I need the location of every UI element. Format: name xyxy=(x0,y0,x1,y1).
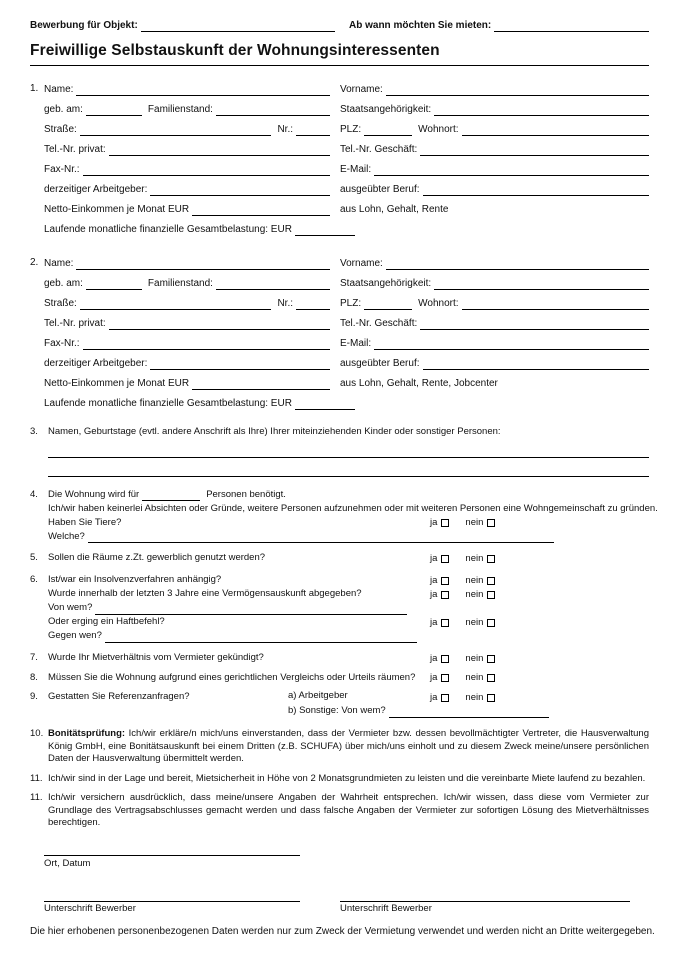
q10-lead: Bonitätsprüfung: xyxy=(48,727,126,739)
q5-text: Sollen die Räume z.Zt. gewerblich genutzt werden? xyxy=(48,552,266,564)
wohnort-label: Wohnort: xyxy=(418,124,459,135)
person-1-number: 1. xyxy=(30,83,39,94)
p1-netto-input[interactable] xyxy=(192,204,330,216)
signature-2-input[interactable] xyxy=(340,890,630,902)
q8-text: Müssen Sie die Wohnung aufgrund eines gerichtlichen Vergleichs oder Urteils räumen? xyxy=(48,671,416,683)
p1-wohnort-input[interactable] xyxy=(462,124,649,136)
nein-label: nein xyxy=(465,553,484,565)
plz-label: PLZ: xyxy=(340,124,362,135)
q6-warrant-row xyxy=(30,616,649,629)
question-11a xyxy=(30,773,649,786)
nr-label: Nr.: xyxy=(277,298,293,309)
q3-answer-line-1[interactable] xyxy=(48,446,649,458)
q5-janein xyxy=(430,554,495,564)
ja-label: ja xyxy=(430,616,438,628)
q6-gegen-wen-input[interactable] xyxy=(105,631,417,643)
q11a-number: 11. xyxy=(30,772,43,784)
q10-paragraph xyxy=(48,728,649,766)
p1-vorname-input[interactable] xyxy=(386,84,649,96)
p2-gesamtbelastung-input[interactable] xyxy=(295,398,355,410)
ja-label: ja xyxy=(430,517,438,529)
p1-row-employer xyxy=(44,176,649,196)
beruf-label: ausgeübter Beruf: xyxy=(340,358,420,369)
p2-staatsangehoerigkeit-input[interactable] xyxy=(434,278,649,290)
q6-warrant-text: Oder erging ein Haftbefehl? xyxy=(48,616,165,628)
tel-privat-label: Tel.-Nr. privat: xyxy=(44,318,106,329)
signature-applicants xyxy=(30,890,649,916)
ja-label: ja xyxy=(430,553,438,565)
ja-label: ja xyxy=(430,672,438,684)
q5-number: 5. xyxy=(30,552,38,564)
q4-pets-label: Haben Sie Tiere? xyxy=(48,516,122,528)
p2-tel-privat-input[interactable] xyxy=(109,318,330,330)
nein-label: nein xyxy=(465,691,484,703)
p1-row-burden xyxy=(44,216,649,236)
fax-label: Fax-Nr.: xyxy=(44,164,80,175)
question-7 xyxy=(30,652,649,665)
object-input[interactable] xyxy=(141,20,335,32)
nein-label: nein xyxy=(465,574,484,586)
question-11b xyxy=(30,792,649,830)
p1-strasse-input[interactable] xyxy=(80,124,272,136)
question-6 xyxy=(30,574,649,587)
q3-answer-line-2[interactable] xyxy=(48,465,649,477)
q9-ja-checkbox[interactable] xyxy=(441,694,449,702)
q8-janein xyxy=(430,673,495,683)
q6-von-wem-input[interactable] xyxy=(95,603,407,615)
q4-needed-pre: Die Wohnung wird für xyxy=(48,488,140,500)
arbeitgeber-label: derzeitiger Arbeitgeber: xyxy=(44,358,148,369)
nein-label: nein xyxy=(465,517,484,529)
question-9 xyxy=(30,691,649,704)
person-1-section xyxy=(30,76,649,236)
p2-familienstand-input[interactable] xyxy=(216,278,330,290)
p1-row-phone xyxy=(44,136,649,156)
q7-ja-checkbox[interactable] xyxy=(441,655,449,663)
q7-text: Wurde Ihr Mietverhältnis vom Vermieter gekündigt? xyxy=(48,652,264,664)
page-title: Freiwillige Selbstauskunft der Wohnungsinteressenten xyxy=(30,42,440,59)
p2-name-input[interactable] xyxy=(76,258,330,270)
q4-which-label: Welche? xyxy=(48,530,85,542)
q9-text: Gestatten Sie Referenzanfragen? xyxy=(48,691,190,703)
p1-beruf-input[interactable] xyxy=(423,184,650,196)
p1-row-income xyxy=(44,196,649,216)
staatsangehoerigkeit-label: Staatsangehörigkeit: xyxy=(340,104,432,115)
q6-warrant-ja-checkbox[interactable] xyxy=(441,619,449,627)
plz-label: PLZ: xyxy=(340,298,362,309)
p1-name-input[interactable] xyxy=(76,84,330,96)
q4-pets-janein xyxy=(430,518,495,528)
question-10 xyxy=(30,728,649,766)
p1-plz-input[interactable] xyxy=(364,124,412,136)
p2-row-income xyxy=(44,370,649,390)
signature-2-label: Unterschrift Bewerber xyxy=(340,903,432,915)
q6-insolvency-ja-checkbox[interactable] xyxy=(441,577,449,585)
q5-ja-checkbox[interactable] xyxy=(441,555,449,563)
p2-row-address xyxy=(44,290,649,310)
p2-nr-input[interactable] xyxy=(296,298,330,310)
q3-text: Namen, Geburtstage (evtl. andere Anschrift als Ihre) Ihrer miteinziehenden Kinder oder sonstiger Personen: xyxy=(48,426,501,437)
p2-row-name xyxy=(44,250,649,270)
familienstand-label: Familienstand: xyxy=(147,104,213,115)
question-5 xyxy=(30,552,649,565)
p2-row-employer xyxy=(44,350,649,370)
q6-gegen-wen-row xyxy=(30,630,649,643)
strasse-label: Straße: xyxy=(44,124,77,135)
p2-netto-input[interactable] xyxy=(192,378,330,390)
q6-asset-text: Wurde innerhalb der letzten 3 Jahre eine Vermögensauskunft abgegeben? xyxy=(48,588,362,600)
q6-asset-nein-checkbox[interactable] xyxy=(487,591,495,599)
strasse-label: Straße: xyxy=(44,298,77,309)
question-3 xyxy=(30,426,649,439)
wohnort-label: Wohnort: xyxy=(418,298,459,309)
p1-row-name xyxy=(44,76,649,96)
q8-nein-checkbox[interactable] xyxy=(487,674,495,682)
q4-needed-post: Personen benötigt. xyxy=(206,488,286,500)
signature-1-input[interactable] xyxy=(44,890,300,902)
q9-nein-checkbox[interactable] xyxy=(487,694,495,702)
rent-from-label: Ab wann möchten Sie mieten: xyxy=(349,20,492,31)
p2-income-source-label: aus Lohn, Gehalt, Rente, Jobcenter xyxy=(340,378,498,389)
q4-pets-nein-checkbox[interactable] xyxy=(487,519,495,527)
nein-label: nein xyxy=(465,616,484,628)
name-label: Name: xyxy=(44,258,74,269)
q11b-number: 11. xyxy=(30,792,43,804)
email-label: E-Mail: xyxy=(340,164,372,175)
arbeitgeber-label: derzeitiger Arbeitgeber: xyxy=(44,184,148,195)
q6-asset-janein xyxy=(430,590,495,600)
q4-pets-ja-checkbox[interactable] xyxy=(441,519,449,527)
q6-insolvency-nein-checkbox[interactable] xyxy=(487,577,495,585)
geb-am-label: geb. am: xyxy=(44,278,83,289)
gesamtbelastung-label: Laufende monatliche finanzielle Gesamtbelastung: EUR xyxy=(44,224,292,235)
q6-number: 6. xyxy=(30,574,38,586)
q4-which-row xyxy=(30,531,649,544)
netto-einkommen-label: Netto-Einkommen je Monat EUR xyxy=(44,204,190,215)
p1-geb-am-input[interactable] xyxy=(86,104,142,116)
p2-strasse-input[interactable] xyxy=(80,298,272,310)
p1-tel-privat-input[interactable] xyxy=(109,144,330,156)
q7-nein-checkbox[interactable] xyxy=(487,655,495,663)
q6-von-wem-label: Von wem? xyxy=(48,602,93,614)
rent-from-input[interactable] xyxy=(494,20,649,32)
q9-option-a-label: a) Arbeitgeber xyxy=(288,690,348,702)
p2-row-birth xyxy=(44,270,649,290)
q6-warrant-nein-checkbox[interactable] xyxy=(487,619,495,627)
q4-number: 4. xyxy=(30,488,38,500)
vorname-label: Vorname: xyxy=(340,258,383,269)
q6-warrant-janein xyxy=(430,618,495,628)
p1-email-input[interactable] xyxy=(374,164,649,176)
p2-beruf-input[interactable] xyxy=(423,358,650,370)
p2-plz-input[interactable] xyxy=(364,298,412,310)
p2-tel-geschaeft-input[interactable] xyxy=(420,318,649,330)
p2-vorname-input[interactable] xyxy=(386,258,649,270)
p2-fax-input[interactable] xyxy=(83,338,330,350)
title-divider xyxy=(30,65,649,66)
p2-row-fax-email xyxy=(44,330,649,350)
q9-option-b-label: b) Sonstige: Von wem? xyxy=(288,705,386,717)
staatsangehoerigkeit-label: Staatsangehörigkeit: xyxy=(340,278,432,289)
q4-statement: Ich/wir haben keinerlei Absichten oder Gründe, weitere Personen aufzunehmen oder mit weiteren Personen eine Wohngemeinschaft zu gründen. xyxy=(48,502,658,514)
form-header xyxy=(30,20,649,32)
p1-row-fax-email xyxy=(44,156,649,176)
q8-number: 8. xyxy=(30,671,38,683)
nein-label: nein xyxy=(465,652,484,664)
q6-gegen-wen-label: Gegen wen? xyxy=(48,630,102,642)
ort-datum-input[interactable] xyxy=(44,844,300,856)
q6-insolvency-text: Ist/war ein Insolvenzverfahren anhängig? xyxy=(48,574,222,586)
fax-label: Fax-Nr.: xyxy=(44,338,80,349)
q11b-text: Ich/wir versichern ausdrücklich, dass meine/unsere Angaben der Wahrheit entsprechen. Ich/wir wissen, dass diese vom Vermieter zur Grundlage des Vertragsabschlusses gemacht werden und dass falsche Angaben der Vermieter zur sofortigen Lösung des Mietverhältnisses berechtigen. xyxy=(48,792,649,829)
vorname-label: Vorname: xyxy=(340,84,383,95)
q4-persons-count-input[interactable] xyxy=(142,489,200,501)
p2-row-burden xyxy=(44,390,649,410)
ja-label: ja xyxy=(430,652,438,664)
ort-datum-label: Ort, Datum xyxy=(44,857,91,869)
q3-number: 3. xyxy=(30,426,38,437)
geb-am-label: geb. am: xyxy=(44,104,83,115)
p2-row-phone xyxy=(44,310,649,330)
q4-statement-row xyxy=(30,502,658,516)
name-label: Name: xyxy=(44,84,74,95)
q6-von-wem-row xyxy=(30,602,649,615)
p1-income-source-label: aus Lohn, Gehalt, Rente xyxy=(340,204,449,215)
ja-label: ja xyxy=(430,588,438,600)
q4-pets-row xyxy=(30,517,649,530)
q6-asset-row xyxy=(30,588,649,601)
nr-label: Nr.: xyxy=(277,124,293,135)
question-8 xyxy=(30,672,649,685)
email-label: E-Mail: xyxy=(340,338,372,349)
nein-label: nein xyxy=(465,672,484,684)
signature-1-label: Unterschrift Bewerber xyxy=(44,903,136,915)
p1-arbeitgeber-input[interactable] xyxy=(150,184,330,196)
familienstand-label: Familienstand: xyxy=(147,278,213,289)
nein-label: nein xyxy=(465,588,484,600)
beruf-label: ausgeübter Beruf: xyxy=(340,184,420,195)
p2-email-input[interactable] xyxy=(374,338,649,350)
p1-row-birth xyxy=(44,96,649,116)
p1-staatsangehoerigkeit-input[interactable] xyxy=(434,104,649,116)
q7-janein xyxy=(430,654,495,664)
q6-insolvency-janein xyxy=(430,576,495,586)
q10-body: Ich/wir erkläre/n mich/uns einverstanden, dass der Vermieter bzw. dessen bevollmächtigter Vertreter, die Hausverwaltung König GmbH, eine Bonitätsauskunft bei einem Dritten (z.B. SCHUFA) über mich/uns einholt und zu diesem Zweck meine/unsere persönlichen Daten der Hausverwaltung übermittelt werden. xyxy=(48,727,650,765)
ja-label: ja xyxy=(430,691,438,703)
privacy-note: Die hier erhobenen personenbezogenen Daten werden nur zum Zweck der Vermietung verwendet und werden nicht an Dritte weitergegeben. xyxy=(30,926,655,938)
q9-janein xyxy=(430,693,495,703)
q10-number: 10. xyxy=(30,727,44,739)
p1-nr-input[interactable] xyxy=(296,124,330,136)
tel-geschaeft-label: Tel.-Nr. Geschäft: xyxy=(340,144,418,155)
netto-einkommen-label: Netto-Einkommen je Monat EUR xyxy=(44,378,190,389)
q9-number: 9. xyxy=(30,691,38,703)
q4-which-input[interactable] xyxy=(88,531,554,543)
tel-privat-label: Tel.-Nr. privat: xyxy=(44,144,106,155)
q7-number: 7. xyxy=(30,652,38,664)
p2-geb-am-input[interactable] xyxy=(86,278,142,290)
p2-arbeitgeber-input[interactable] xyxy=(150,358,330,370)
q9-sonstige-input[interactable] xyxy=(389,706,549,718)
person-2-number: 2. xyxy=(30,257,39,268)
q9-option-b-row xyxy=(30,705,649,718)
tel-geschaeft-label: Tel.-Nr. Geschäft: xyxy=(340,318,418,329)
ja-label: ja xyxy=(430,574,438,586)
p1-gesamtbelastung-input[interactable] xyxy=(295,224,355,236)
object-label: Bewerbung für Objekt: xyxy=(30,20,138,31)
signature-place-date xyxy=(30,844,649,870)
p2-wohnort-input[interactable] xyxy=(462,298,649,310)
q8-ja-checkbox[interactable] xyxy=(441,674,449,682)
p1-fax-input[interactable] xyxy=(83,164,330,176)
q6-asset-ja-checkbox[interactable] xyxy=(441,591,449,599)
p1-familienstand-input[interactable] xyxy=(216,104,330,116)
gesamtbelastung-label: Laufende monatliche finanzielle Gesamtbelastung: EUR xyxy=(44,398,292,409)
question-4 xyxy=(30,489,649,502)
p1-tel-geschaeft-input[interactable] xyxy=(420,144,649,156)
person-2-section xyxy=(30,250,649,410)
q11a-text: Ich/wir sind in der Lage und bereit, Mietsicherheit in Höhe von 2 Monatsgrundmieten zu leisten und die vereinbarte Miete laufend zu bezahlen. xyxy=(48,772,646,784)
p1-row-address xyxy=(44,116,649,136)
q5-nein-checkbox[interactable] xyxy=(487,555,495,563)
